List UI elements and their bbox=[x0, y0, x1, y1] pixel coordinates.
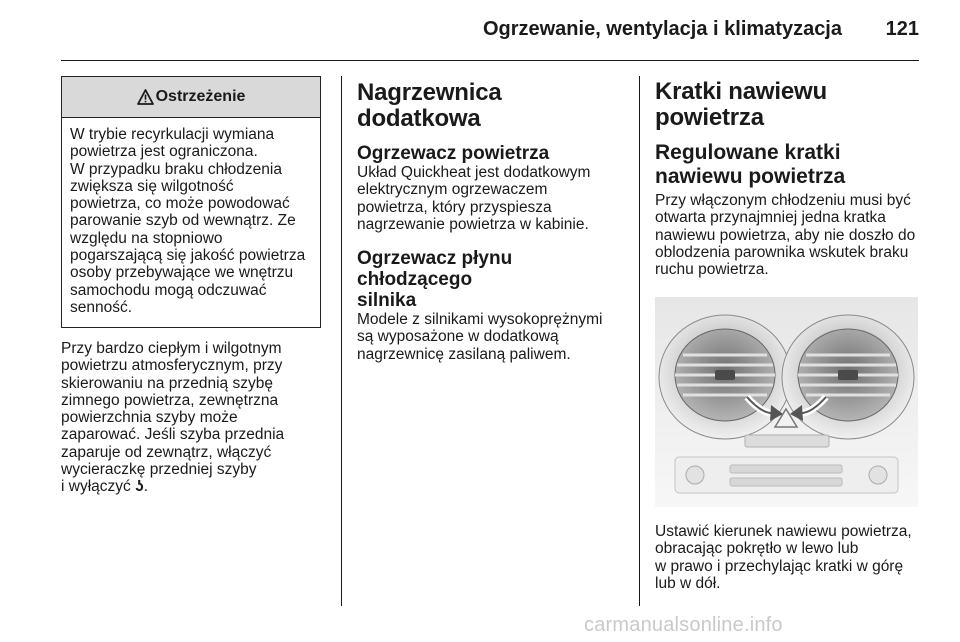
column-divider-1 bbox=[341, 76, 342, 606]
section-heading-auxiliary-heater: Nagrzewnica dodatkowa bbox=[357, 79, 502, 132]
col1-paragraph bbox=[61, 340, 329, 496]
paragraph-line: lub w dół. bbox=[655, 574, 721, 592]
paragraph-line: nagrzewnicę zasilaną paliwem. bbox=[357, 345, 571, 363]
paragraph-period: . bbox=[143, 478, 149, 496]
paragraph-line-last bbox=[61, 478, 329, 495]
paragraph-line: Ustawić kierunek nawiewu powietrza, bbox=[655, 523, 912, 540]
paragraph-line: powierzchnia szyby może bbox=[61, 409, 238, 427]
warning-line: zwiększa się wilgotność bbox=[70, 177, 234, 195]
subheading-coolant-heater-cont: silnika bbox=[357, 290, 417, 312]
col3 bbox=[655, 76, 925, 278]
paragraph-line: powietrzu atmosferycznym, przy bbox=[61, 357, 283, 375]
paragraph-line: Modele z silnikami wysokoprężnymi bbox=[357, 311, 603, 329]
paragraph-line: powietrza, który przyspiesza bbox=[357, 198, 552, 216]
warning-line: senność. bbox=[70, 298, 133, 316]
warning-line: pogarszającą się jakość powietrza bbox=[70, 247, 306, 265]
subheading-coolant-heater: Ogrzewacz płynu chłodzącego bbox=[357, 248, 513, 291]
paragraph-line: zaparuje od zewnątrz, włączyć bbox=[61, 443, 272, 461]
wiper-symbol-icon: ʖ bbox=[135, 478, 144, 496]
paragraph-line: elektrycznym ogrzewaczem bbox=[357, 181, 548, 199]
paragraph-line: oblodzenia parownika wskutek braku bbox=[655, 243, 909, 261]
paragraph-line: Przy włączonym chłodzeniu musi być bbox=[655, 192, 911, 209]
paragraph-line: skierowaniu na przednią szybę bbox=[61, 374, 273, 392]
paragraph-text: i wyłączyć bbox=[61, 478, 131, 496]
col2 bbox=[357, 76, 625, 363]
warning-line: parowanie szyb od wewnątrz. Ze bbox=[70, 212, 296, 230]
header-rule bbox=[61, 60, 919, 61]
col3-bottom-paragraph bbox=[655, 523, 925, 592]
warning-line: samochodu mogą odczuwać bbox=[70, 281, 267, 299]
paragraph-line: nawiewu powietrza, aby nie doszło do bbox=[655, 226, 916, 244]
warning-line: W trybie recyrkulacji wymiana bbox=[70, 126, 275, 143]
paragraph-line: Układ Quickheat jest dodatkowym bbox=[357, 164, 591, 181]
warning-body bbox=[62, 118, 320, 316]
paragraph-line: Przy bardzo ciepłym i wilgotnym bbox=[61, 340, 282, 357]
subheading-air-heater: Ogrzewacz powietrza bbox=[357, 143, 550, 164]
warning-header bbox=[62, 77, 320, 118]
air-vents-illustration bbox=[655, 297, 918, 507]
warning-line: powietrza, co może powodować bbox=[70, 195, 290, 213]
warning-box bbox=[61, 76, 321, 328]
subheading-adjustable-vents-cont: nawiewu powietrza bbox=[655, 165, 846, 188]
warning-line: względu na stopniowo bbox=[70, 229, 223, 247]
warning-line: osoby przebywające we wnętrzu bbox=[70, 264, 294, 282]
paragraph-line: zaparować. Jeśli szyba przednia bbox=[61, 426, 285, 444]
subheading-adjustable-vents: Regulowane kratki bbox=[655, 141, 841, 164]
air-vents-photo bbox=[655, 297, 918, 507]
paragraph-line: ruchu powietrza. bbox=[655, 261, 769, 279]
section-heading-air-vents: Kratki nawiewu bbox=[655, 78, 827, 105]
paragraph-line: nagrzewanie powietrza w kabinie. bbox=[357, 215, 589, 233]
page-header-title: Ogrzewanie, wentylacja i klimatyzacja bbox=[482, 18, 842, 40]
warning-line: W przypadku braku chłodzenia bbox=[70, 160, 282, 178]
paragraph-line: wycieraczkę przedniej szyby bbox=[61, 461, 257, 479]
section-heading-air-vents-cont: powietrza bbox=[655, 104, 764, 131]
paragraph-line: w prawo i przechylając kratki w górę bbox=[655, 557, 904, 575]
warning-triangle-icon bbox=[137, 89, 154, 105]
paragraph-line: otwarta przynajmniej jedna kratka bbox=[655, 209, 886, 227]
watermark: carmanualsonline.info bbox=[584, 614, 783, 636]
column-divider-2 bbox=[639, 76, 640, 606]
paragraph-line: są wyposażone w dodatkową bbox=[357, 328, 559, 346]
paragraph-line: zimnego powietrza, zewnętrzna bbox=[61, 391, 279, 409]
page-number: 121 bbox=[885, 18, 919, 40]
paragraph-line: obracając pokrętło w lewo lub bbox=[655, 540, 859, 558]
warning-line: powietrza jest ograniczona. bbox=[70, 143, 258, 161]
warning-title: Ostrzeżenie bbox=[155, 88, 246, 105]
